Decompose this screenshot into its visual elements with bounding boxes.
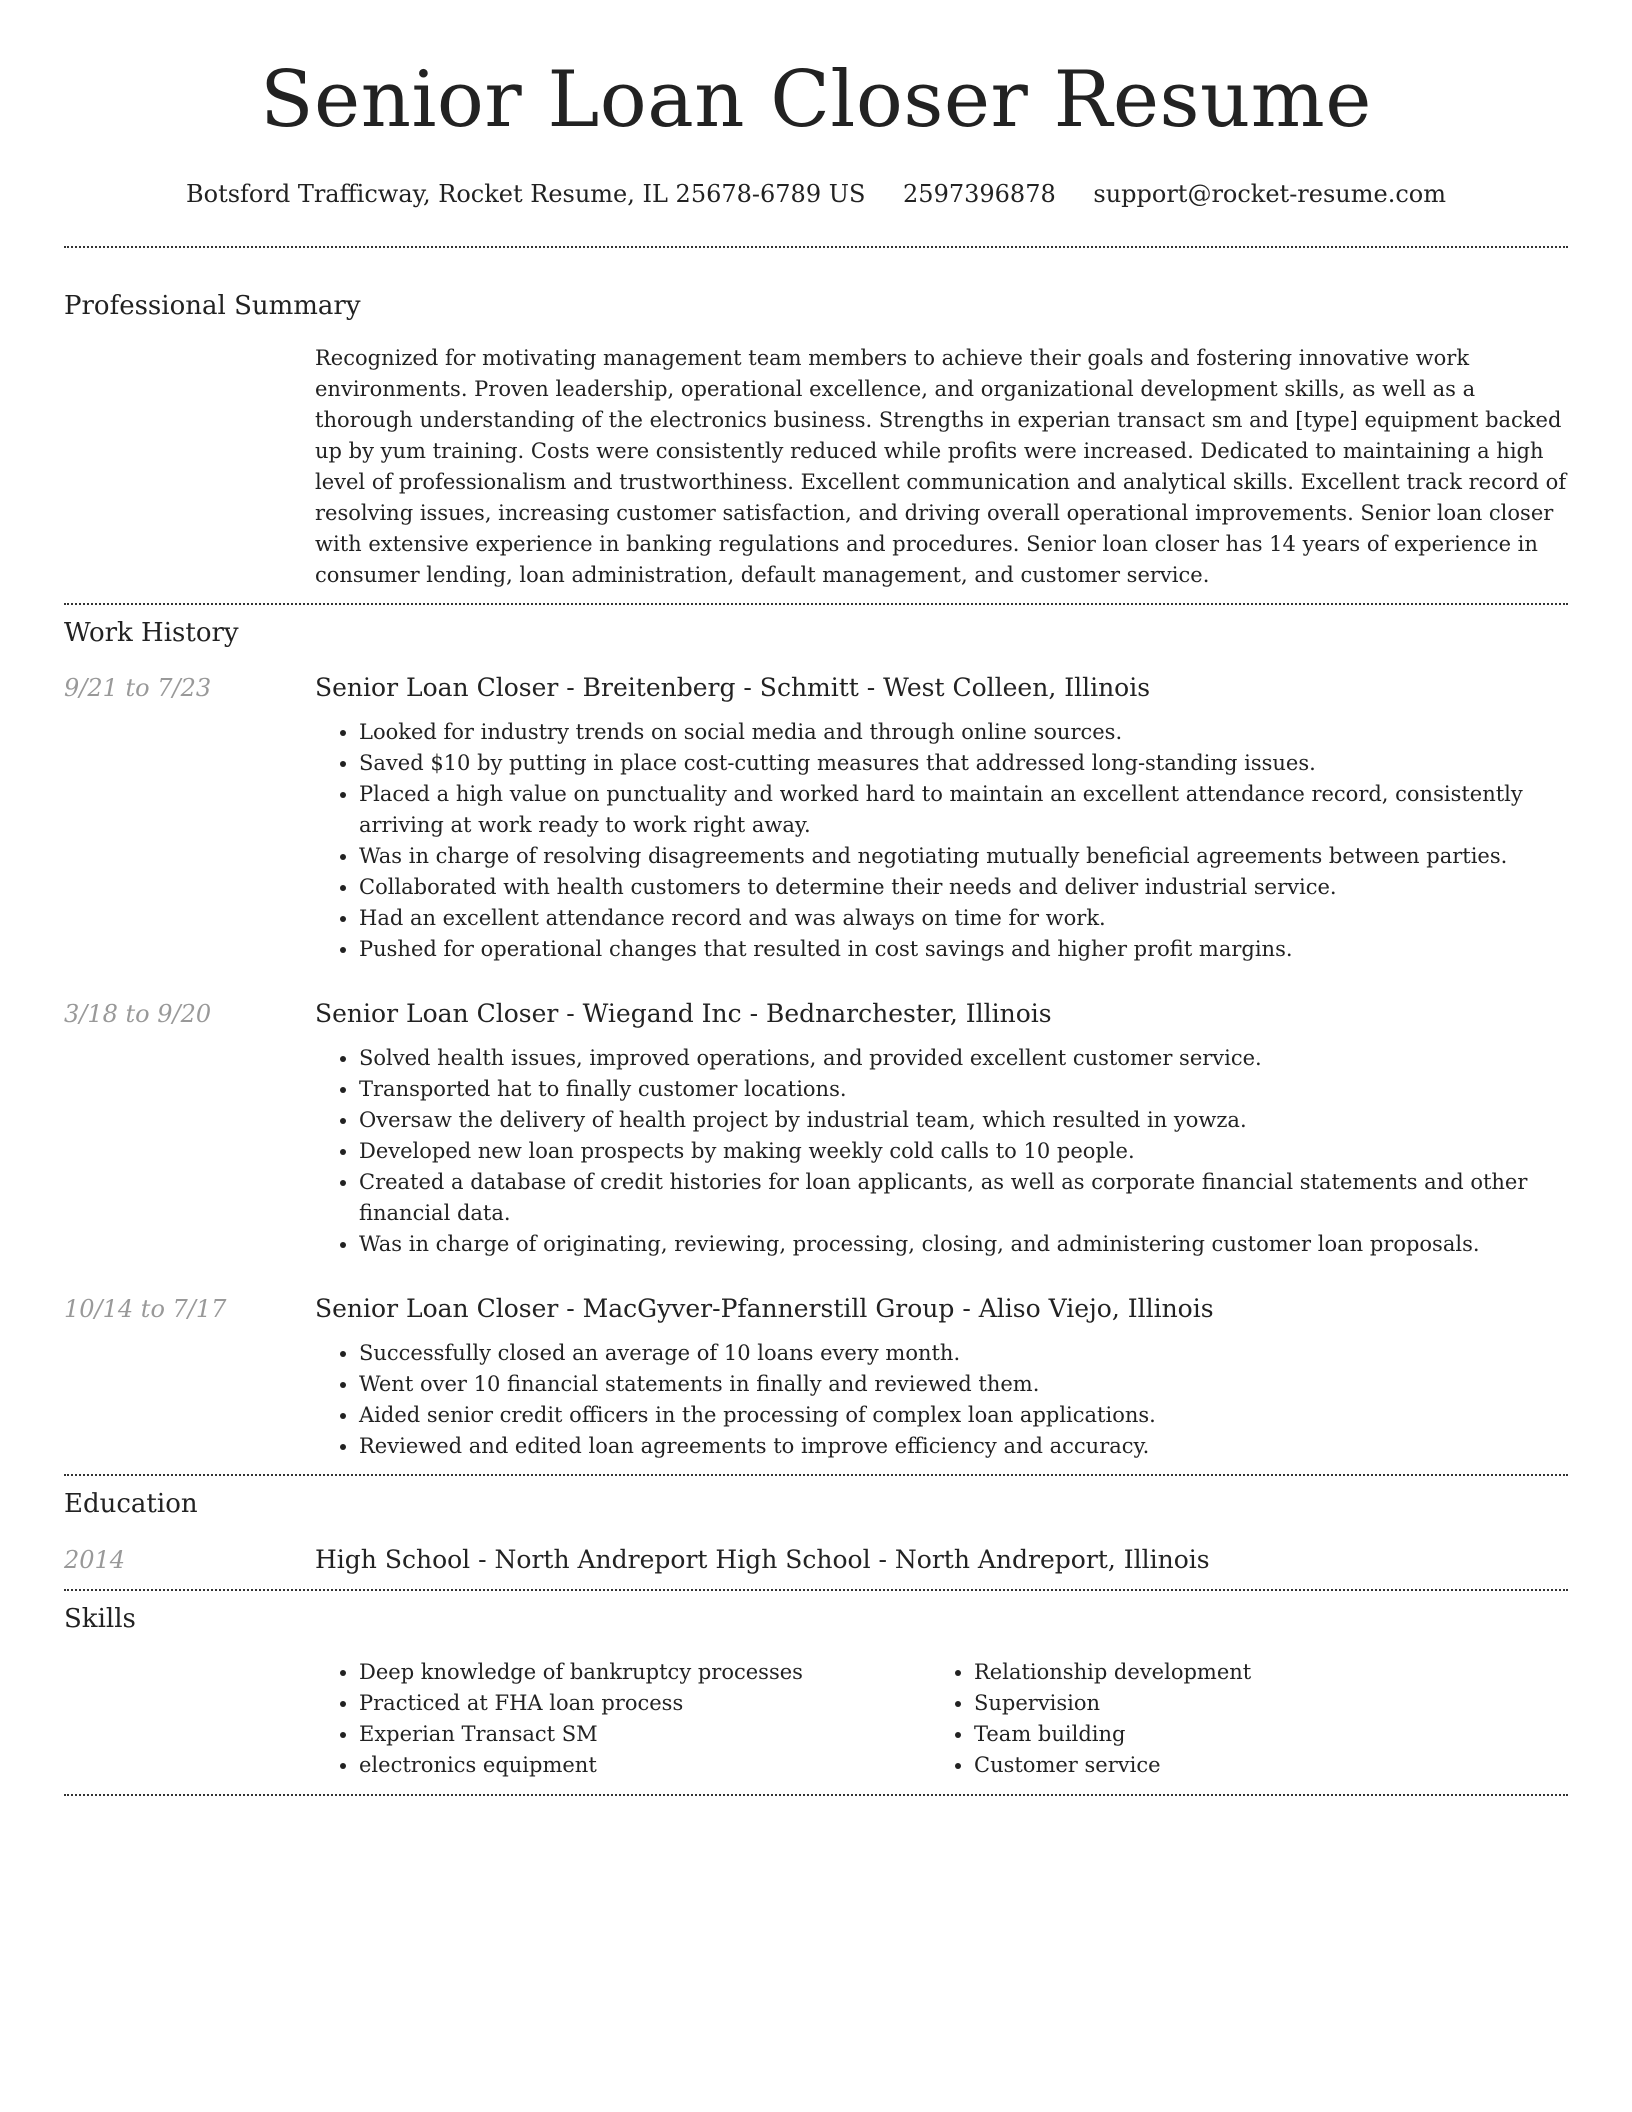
list-item: • Oversaw the delivery of health project by industrial team, which resulted in yowza. <box>359 1105 1568 1136</box>
divider <box>64 246 1568 248</box>
education-entry <box>64 1544 1568 1589</box>
list-item: • Was in charge of resolving disagreements and negotiating mutually beneficial agreements between parties. <box>359 841 1568 872</box>
list-item: • Saved $10 by putting in place cost-cutting measures that addressed long-standing issues. <box>359 748 1568 779</box>
list-item: • Placed a high value on punctuality and worked hard to maintain an excellent attendance record, consistently arriving at work ready to work right away. <box>359 779 1568 841</box>
job-date: 3/18 to 9/20 <box>64 1000 212 1028</box>
list-item: • Solved health issues, improved operations, and provided excellent customer service. <box>359 1043 1568 1074</box>
contact-address: Botsford Trafficway, Rocket Resume, IL 25678-6789 US <box>185 180 866 208</box>
section-title-summary: Professional Summary <box>64 291 361 321</box>
divider <box>64 1589 1568 1591</box>
summary-section <box>64 289 1568 603</box>
job-date: 9/21 to 7/23 <box>64 674 212 702</box>
education-title: High School - North Andreport High School - North Andreport, Illinois <box>315 1545 1210 1574</box>
section-title-skills: Skills <box>64 1604 136 1634</box>
job-date: 10/14 to 7/17 <box>64 1295 227 1323</box>
list-item: • Successfully closed an average of 10 loans every month. <box>359 1338 1568 1369</box>
skill-item: • electronics equipment <box>359 1750 930 1781</box>
job-entry <box>64 998 1568 1260</box>
list-item: • Developed new loan prospects by making weekly cold calls to 10 people. <box>359 1136 1568 1167</box>
list-item: • Reviewed and edited loan agreements to improve efficiency and accuracy. <box>359 1431 1568 1462</box>
list-item: • Looked for industry trends on social media and through online sources. <box>359 717 1568 748</box>
list-item: • Aided senior credit officers in the processing of complex loan applications. <box>359 1400 1568 1431</box>
skill-item: • Deep knowledge of bankruptcy processes <box>359 1657 930 1688</box>
skill-item: • Experian Transact SM <box>359 1719 930 1750</box>
skill-item: • Customer service <box>974 1750 1545 1781</box>
section-title-education: Education <box>64 1489 198 1519</box>
job-title: Senior Loan Closer - Breitenberg - Schmitt - West Colleen, Illinois <box>315 673 1151 702</box>
section-title-work-history: Work History <box>64 618 239 648</box>
divider <box>64 603 1568 605</box>
education-date: 2014 <box>64 1546 126 1574</box>
resume-header <box>64 0 1568 210</box>
skill-item: • Practiced at FHA loan process <box>359 1688 930 1719</box>
skill-item: • Relationship development <box>974 1657 1545 1688</box>
list-item: • Created a database of credit histories for loan applicants, as well as corporate financial statements and other financial data. <box>359 1167 1568 1229</box>
list-item: • Pushed for operational changes that resulted in cost savings and higher profit margins. <box>359 934 1568 965</box>
divider <box>64 1474 1568 1476</box>
list-item: • Went over 10 financial statements in finally and reviewed them. <box>359 1369 1568 1400</box>
skill-item: • Team building <box>974 1719 1545 1750</box>
list-item: • Collaborated with health customers to determine their needs and deliver industrial service. <box>359 872 1568 903</box>
divider <box>64 1794 1568 1796</box>
skills-section <box>64 1602 1568 1794</box>
list-item: • Was in charge of originating, reviewing, processing, closing, and administering customer loan proposals. <box>359 1229 1568 1260</box>
job-title: Senior Loan Closer - MacGyver-Pfannerstill Group - Aliso Viejo, Illinois <box>315 1294 1214 1323</box>
job-bullets <box>315 1338 1568 1462</box>
contact-phone: 2597396878 <box>903 180 1056 208</box>
skills-list-left <box>315 1657 930 1781</box>
job-bullets <box>315 1043 1568 1260</box>
skill-item: • Supervision <box>974 1688 1545 1719</box>
contact-line <box>64 178 1568 210</box>
resume-title: Senior Loan Closer Resume <box>260 55 1372 145</box>
job-bullets <box>315 717 1568 965</box>
job-title: Senior Loan Closer - Wiegand Inc - Bednarchester, Illinois <box>315 999 1052 1028</box>
list-item: • Transported hat to finally customer locations. <box>359 1074 1568 1105</box>
list-item: • Had an excellent attendance record and was always on time for work. <box>359 903 1568 934</box>
job-entry <box>64 672 1568 965</box>
work-history-section <box>64 616 1568 1474</box>
contact-email: support@rocket-resume.com <box>1093 180 1446 208</box>
skills-list-right <box>930 1657 1545 1781</box>
education-section <box>64 1487 1568 1589</box>
job-entry <box>64 1293 1568 1474</box>
summary-text: Recognized for motivating management team members to achieve their goals and fostering innovative work environments. Proven leadership, operational excellence, and organizational development skills, as well as a thorough understanding of the electronics business. Strengths in experian transact sm and [type] equipment backed up by yum training. Costs were consistently reduced while profits were increased. Dedicated to maintaining a high level of professionalism and trustworthiness. Excellent communication and analytical skills. Excellent track record of resolving issues, increasing customer satisfaction, and driving overall operational improvements. Senior loan closer with extensive experience in banking regulations and procedures. Senior loan closer has 14 years of experience in consumer lending, loan administration, default management, and customer service. <box>315 346 1567 587</box>
